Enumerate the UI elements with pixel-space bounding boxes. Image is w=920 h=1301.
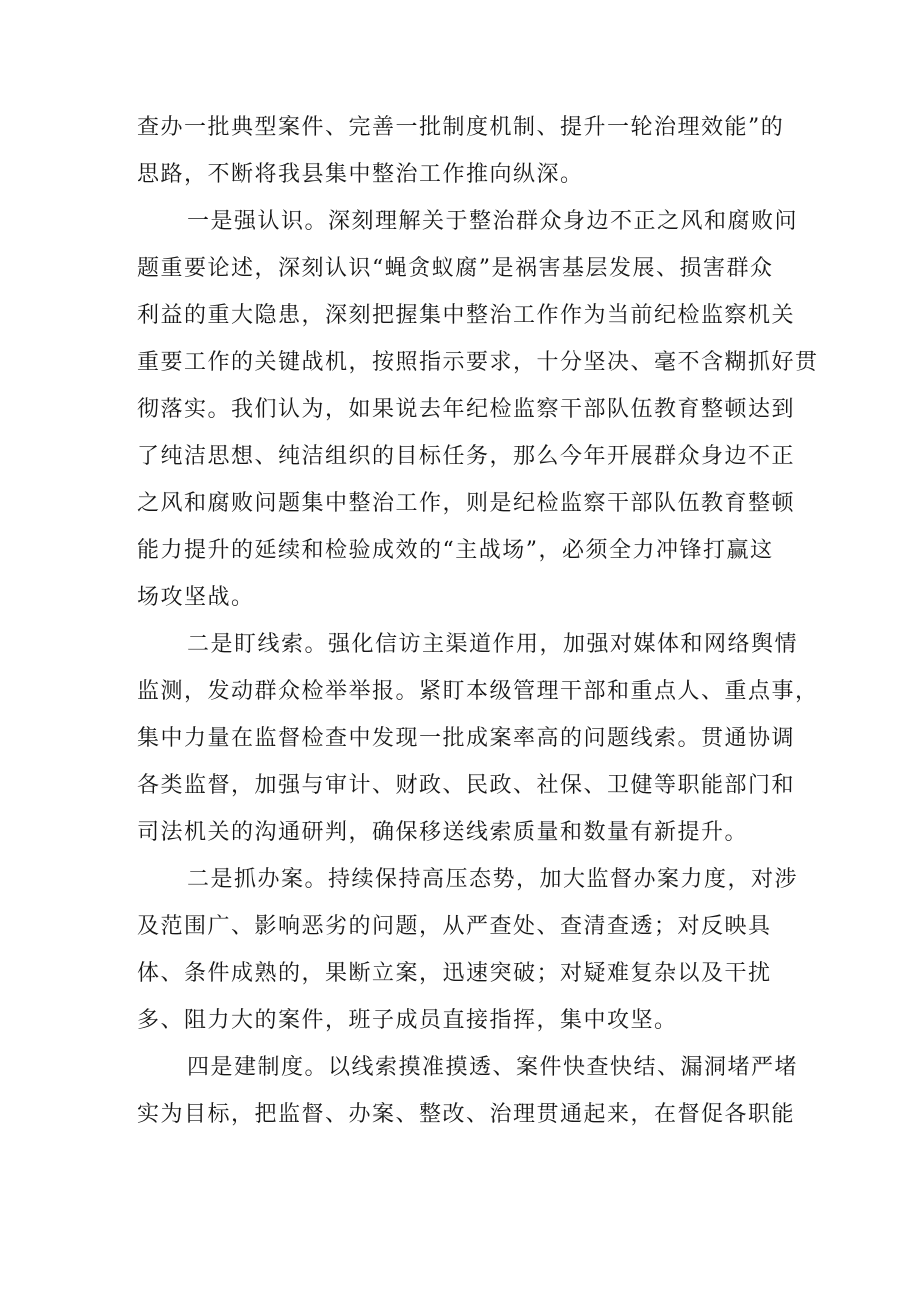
paragraph-start-line: 二是盯线索。强化信访主渠道作用，加强对媒体和网络舆情 [187, 632, 799, 657]
paragraph-start-line: 一是强认识。深刻理解关于整治群众身边不正之风和腐败问 [187, 209, 799, 234]
text-line: 监测，发动群众检举举报。紧盯本级管理干部和重点人、重点事， [137, 679, 819, 704]
paragraph-start-line: 四是建制度。以线索摸准摸透、案件快查快结、漏洞堵严堵 [187, 1055, 799, 1080]
text-line: 题重要论述，深刻认识“蝇贪蚁腐”是祸害基层发展、损害群众 [137, 256, 774, 281]
text-line: 体、条件成熟的，果断立案，迅速突破；对疑难复杂以及干扰 [137, 961, 772, 986]
document-body [137, 104, 819, 1138]
text-line: 及范围广、影响恶劣的问题，从严查处、查清查透；对反映具 [137, 914, 772, 939]
text-line: 能力提升的延续和检验成效的“主战场”，必须全力冲锋打赢这 [137, 538, 774, 563]
paragraph-start-line: 二是抓办案。持续保持高压态势，加大监督办案力度，对涉 [187, 867, 799, 892]
text-line: 思路，不断将我县集中整治工作推向纵深。 [137, 162, 584, 187]
text-line: 了纯洁思想、纯洁组织的目标任务，那么今年开展群众身边不正 [137, 444, 796, 469]
text-line: 各类监督，加强与审计、财政、民政、社保、卫健等职能部门和 [137, 773, 796, 798]
text-line: 查办一批典型案件、完善一批制度机制、提升一轮治理效能”的 [137, 115, 785, 140]
text-line: 彻落实。我们认为，如果说去年纪检监察干部队伍教育整顿达到 [137, 397, 796, 422]
text-line: 多、阻力大的案件，班子成员直接指挥，集中攻坚。 [137, 1008, 678, 1033]
text-line: 集中力量在监督检查中发现一批成案率高的问题线索。贯通协调 [137, 726, 796, 751]
text-line: 利益的重大隐患，深刻把握集中整治工作作为当前纪检监察机关 [137, 303, 796, 328]
text-line: 重要工作的关键战机，按照指示要求，十分坚决、毫不含糊抓好贯 [137, 350, 819, 375]
text-line: 实为目标，把监督、办案、整改、治理贯通起来，在督促各职能 [137, 1102, 796, 1127]
text-line: 司法机关的沟通研判，确保移送线索质量和数量有新提升。 [137, 820, 749, 845]
text-line: 之风和腐败问题集中整治工作，则是纪检监察干部队伍教育整顿 [137, 491, 796, 516]
text-line: 场攻坚战。 [137, 585, 255, 610]
